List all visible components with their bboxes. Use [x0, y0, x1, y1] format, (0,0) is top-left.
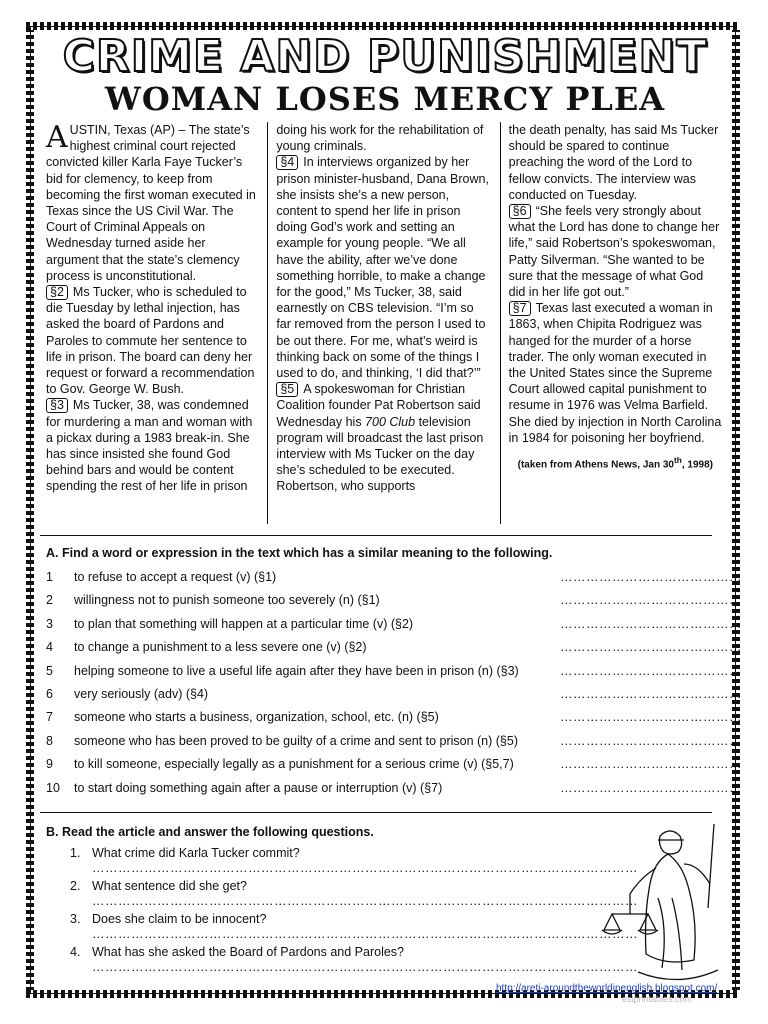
- vocab-question: [46, 708, 742, 731]
- question-number: 9: [46, 757, 53, 772]
- question-text: What crime did Karla Tucker commit?: [92, 846, 300, 860]
- answer-blank[interactable]: ……………………………………: [560, 733, 742, 748]
- answer-blank[interactable]: ……………………………………: [560, 780, 742, 795]
- question-number: 5: [46, 663, 53, 678]
- question-number: 2: [46, 593, 53, 608]
- question-text: to plan that something will happen at a particular time (v) (§2): [74, 616, 414, 631]
- headline: WOMAN LOSES MERCY PLEA: [104, 80, 666, 118]
- paragraph-5-continued: the death penalty, has said Ms Tucker should be spared to continue preaching the word of the Lord to fellow convicts. The interview was conducted on Tuesday.: [508, 123, 719, 202]
- question-number: 8: [46, 733, 53, 748]
- section-tag: §7: [509, 301, 531, 316]
- article-columns: [46, 122, 722, 524]
- question-number: 1: [46, 570, 53, 584]
- question-text: someone who starts a business, organization, school, etc. (n) (§5): [74, 710, 439, 725]
- answer-blank[interactable]: ……………………………………: [560, 757, 742, 772]
- paragraph-3-continued: doing his work for the rehabilitation of young criminals.: [276, 123, 484, 154]
- question-text: What sentence did she get?: [92, 879, 247, 893]
- question-text: someone who has been proved to be guilty of a crime and sent to prison (n) (§5): [74, 733, 519, 748]
- article-column-2: [268, 122, 500, 524]
- question-text: helping someone to live a useful life again after they have been in prison (n) (§3): [74, 663, 519, 678]
- paragraph-3: §3 Ms Tucker, 38, was condemned for murdering a man and woman with a pickax during a 1983 break-in. She has since insisted she found God behind bars and would be content spending the rest of her life in prison: [46, 398, 253, 494]
- question-text: very seriously (adv) (§4): [74, 686, 209, 701]
- paragraph-6: §6 “She feels very strongly about what the Lord has done to change her life,” said Robertson’s spokeswoman, Patty Silverman. “She wanted to be sure that the message of what God did in her life got out.”: [508, 204, 720, 300]
- section-tag: §2: [46, 285, 68, 300]
- lady-justice-illustration: [598, 818, 724, 988]
- section-tag: §5: [276, 382, 298, 397]
- answer-blank[interactable]: ……………………………………: [560, 570, 742, 584]
- vocab-question: [46, 685, 742, 708]
- answer-line[interactable]: ………………………………………………………………………………………………………………: [92, 960, 638, 974]
- section-b-heading: B. Read the article and answer the following questions.: [46, 825, 374, 839]
- divider: [40, 812, 712, 813]
- question-text: Does she claim to be innocent?: [92, 912, 267, 926]
- answer-line[interactable]: ………………………………………………………………………………………………………………: [92, 927, 638, 941]
- comprehension-question: [70, 912, 638, 945]
- article-source: (taken from Athens News, Jan 30th, 1998): [517, 455, 713, 471]
- drop-cap: A: [46, 120, 68, 155]
- divider: [40, 535, 712, 536]
- question-text: willingness not to punish someone too severely (n) (§1): [74, 593, 380, 608]
- question-number: 10: [46, 780, 60, 795]
- section-b-list: [70, 846, 638, 978]
- question-number: 3: [46, 616, 53, 631]
- section-a-list: [46, 568, 742, 802]
- section-a-heading: A. Find a word or expression in the text which has a similar meaning to the following.: [46, 546, 553, 560]
- answer-line[interactable]: ………………………………………………………………………………………………………………: [92, 861, 638, 875]
- vocab-question: [46, 591, 742, 614]
- question-text: to refuse to accept a request (v) (§1): [74, 570, 277, 584]
- question-number: 7: [46, 710, 53, 725]
- answer-line[interactable]: ………………………………………………………………………………………………………………: [92, 894, 638, 908]
- paragraph-4: §4 In interviews organized by her prison minister-husband, Dana Brown, she insists she’s a new person, content to spend her life in prison doing God’s work and setting an example for young people. “We all have the ability, after we’ve done something horrible, to make a change for the good,” Ms Tucker, 38, said earnestly on CBS television. “I’m so far removed from the person I used to be out there. For me, what’s weird is thinking back on some of the things I used to do, and thinking, ‘I did that?’”: [276, 155, 489, 381]
- question-text: What has she asked the Board of Pardons and Paroles?: [92, 945, 404, 959]
- section-tag: §3: [46, 398, 68, 413]
- vocab-question: [46, 568, 742, 591]
- article-column-1: [46, 122, 268, 524]
- vocab-question: [46, 732, 742, 755]
- answer-blank[interactable]: ……………………………………: [560, 686, 742, 701]
- vocab-question: [46, 615, 742, 638]
- question-number: 3.: [70, 912, 81, 926]
- answer-blank[interactable]: ……………………………………: [560, 616, 742, 631]
- question-text: to start doing something again after a pause or interruption (v) (§7): [74, 780, 443, 795]
- question-number: 6: [46, 686, 53, 701]
- article-column-3: [501, 122, 722, 524]
- question-number: 4: [46, 640, 53, 655]
- page-title: CRIME AND PUNISHMENT: [62, 31, 708, 82]
- blog-link[interactable]: http://areti-aroundtheworldinenglish.blogspot.com/: [496, 983, 718, 994]
- vocab-question: [46, 662, 742, 685]
- vocab-question: [46, 638, 742, 661]
- answer-blank[interactable]: ……………………………………: [560, 710, 742, 725]
- paragraph-7: §7 Texas last executed a woman in 1863, when Chipita Rodriguez was hanged for the murder of a horse trader. The only woman executed in the United States since the Supreme Court allowed capital punishment to resume in 1976 was Velma Barfield. She died by injection in North Carolina in 1984 for poisoning her boyfriend.: [508, 301, 722, 445]
- paragraph-5: §5 A spokeswoman for Christian Coalition founder Pat Robertson said Wednesday his 700 Club television program will broadcast the last prison interview with Ms Tucker on the day she’s scheduled to be executed. Robertson, who supports: [276, 382, 484, 494]
- comprehension-question: [70, 846, 638, 879]
- answer-blank[interactable]: ……………………………………: [560, 663, 742, 678]
- question-number: 4.: [70, 945, 81, 959]
- answer-blank[interactable]: ……………………………………: [560, 593, 742, 608]
- vocab-question: [46, 779, 742, 802]
- answer-blank[interactable]: ……………………………………: [560, 640, 742, 655]
- question-number: 2.: [70, 879, 81, 893]
- paragraph-2: §2 Ms Tucker, who is scheduled to die Tuesday by lethal injection, has asked the board of Pardons and Paroles to commute her sentence to life in prison. The board can deny her request or forward a recommendation to Gov. George W. Bush.: [46, 285, 255, 397]
- vocab-question: [46, 755, 742, 778]
- paragraph-1: AUSTIN, Texas (AP) – The state’s highest criminal court rejected convicted killer Karla Faye Tucker’s bid for clemency, to keep from becoming the first woman executed in Texas since the US Civil War. The Court of Criminal Appeals on Wednesday turned aside her argument that the state’s clemency process is unconstitutional.: [46, 120, 256, 283]
- section-tag: §4: [276, 155, 298, 170]
- comprehension-question: [70, 879, 638, 912]
- question-text: to change a punishment to a less severe one (v) (§2): [74, 640, 367, 655]
- question-number: 1.: [70, 846, 81, 860]
- section-tag: §6: [509, 204, 531, 219]
- watermark: eslprintables.com: [622, 994, 693, 1004]
- question-text: to kill someone, especially legally as a punishment for a serious crime (v) (§5,7): [74, 757, 514, 772]
- comprehension-question: [70, 945, 638, 978]
